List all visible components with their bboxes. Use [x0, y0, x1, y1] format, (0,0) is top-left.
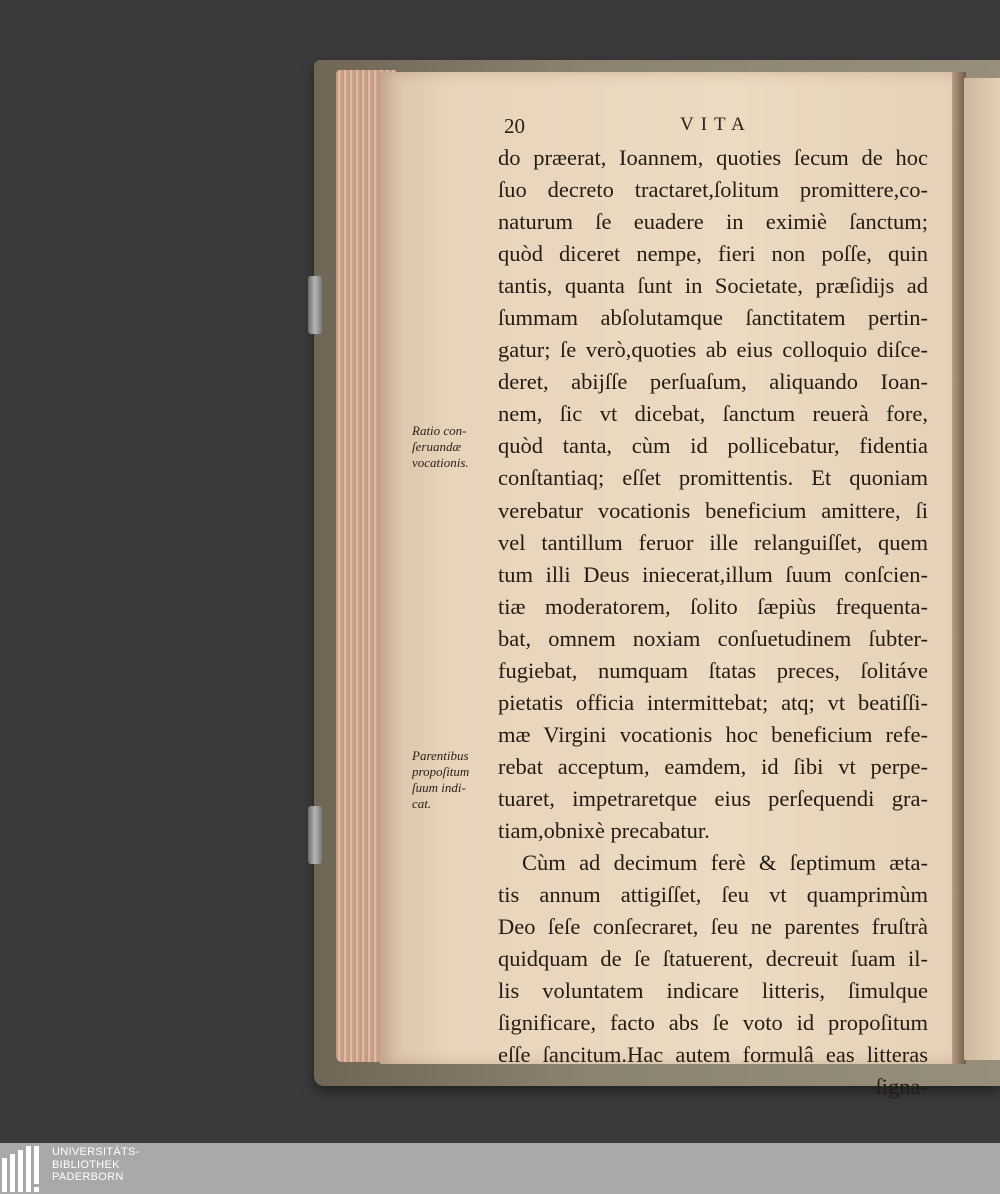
margin-note-line: Parentibus: [412, 748, 469, 763]
text-line: mæ Virgini vocationis hoc beneficium refe-: [498, 721, 928, 747]
text-line: rebat acceptum, eamdem, id ſibi vt perpe-: [498, 753, 928, 779]
margin-note-line: Ratio con-: [412, 423, 467, 438]
text-line: tum illi Deus iniecerat,illum ſuum conſcien-: [498, 561, 928, 587]
text-line: vel tantillum feruor ille relanguiſſet, quem: [498, 529, 928, 555]
text-line: deret, abijſſe perſuaſum, aliquando Ioan-: [498, 369, 928, 395]
text-line: tis annum attigiſſet, ſeu vt quamprimùm: [498, 882, 928, 908]
margin-note-line: vocationis.: [412, 455, 469, 470]
margin-note-line: propoſitum: [412, 764, 470, 779]
text-line: ſignificare, facto abs ſe voto id propoſitum: [498, 1010, 928, 1036]
book-clasp-top: [308, 276, 322, 334]
library-logo-icon: [2, 1146, 46, 1192]
text-line: quòd tanta, cùm id pollicebatur, fidentia: [498, 433, 928, 459]
library-name-line: BIBLIOTHEK: [52, 1158, 120, 1171]
text-line: verebatur vocationis beneficium amittere, ſi: [498, 497, 928, 523]
text-line: Cùm ad decimum ferè & ſeptimum æta-: [522, 850, 928, 876]
text-line: ſuo decreto tractaret,ſolitum promittere,co-: [498, 177, 928, 203]
text-line: tantis, quanta ſunt in Societate, præſidijs ad: [498, 273, 928, 299]
facing-page-edge: [964, 78, 1000, 1060]
text-line: bat, omnem noxiam conſuetudinem ſubter-: [498, 625, 928, 651]
page-number: 20: [504, 114, 525, 138]
text-line: pietatis officia intermittebat; atq; vt beatiſſi-: [498, 689, 928, 715]
text-line: tuaret, impetraretque eius perſequendi gra-: [498, 785, 928, 811]
body-text: [498, 142, 928, 1103]
text-line: lis voluntatem indicare litteris, ſimulque: [498, 978, 928, 1004]
text-line: naturum ſe euadere in eximiè ſanctum;: [498, 209, 928, 235]
text-line: ſummam abſolutamque ſanctitatem pertin-: [498, 305, 928, 331]
text-line: tiæ moderatorem, ſolito ſæpiùs frequenta-: [498, 593, 928, 619]
running-head: [504, 114, 944, 142]
library-name-line: PADERBORN: [52, 1171, 124, 1183]
text-line: quòd diceret nempe, fieri non poſſe, quin: [498, 241, 928, 267]
book-clasp-bottom: [308, 806, 322, 864]
text-line: eſſe ſancitum.Hac autem formulâ eas litteras: [498, 1042, 928, 1068]
catchword: ſigna-: [875, 1074, 928, 1100]
library-name: [52, 1146, 140, 1184]
text-line: quidquam de ſe ſtatuerent, decreuit ſuam il-: [498, 946, 928, 972]
text-line: nem, ſic vt dicebat, ſanctum reuerà fore,: [498, 401, 928, 427]
text-line: gatur; ſe verò,quoties ab eius colloquio diſce-: [498, 337, 928, 363]
footer-bar: [0, 1143, 1000, 1194]
text-line: conſtantiaq; eſſet promittentis. Et quoniam: [498, 465, 928, 491]
text-line: fugiebat, numquam ſtatas preces, ſolitáve: [498, 657, 928, 683]
running-head-title: VITA: [680, 114, 752, 135]
margin-note-line: cat.: [412, 796, 432, 811]
library-name-line: UNIVERSITÄTS-: [52, 1146, 140, 1158]
text-line: do præerat, Ioannem, quoties ſecum de hoc: [498, 145, 928, 170]
margin-note-line: ſeruandæ: [412, 439, 462, 454]
margin-note: [412, 748, 469, 812]
text-line: Deo ſeſe conſecraret, ſeu ne parentes fruſtrà: [498, 914, 928, 940]
margin-note-line: ſuum indi-: [412, 780, 466, 795]
margin-note: [412, 423, 469, 471]
text-line: tiam,obnixè precabatur.: [498, 817, 710, 843]
